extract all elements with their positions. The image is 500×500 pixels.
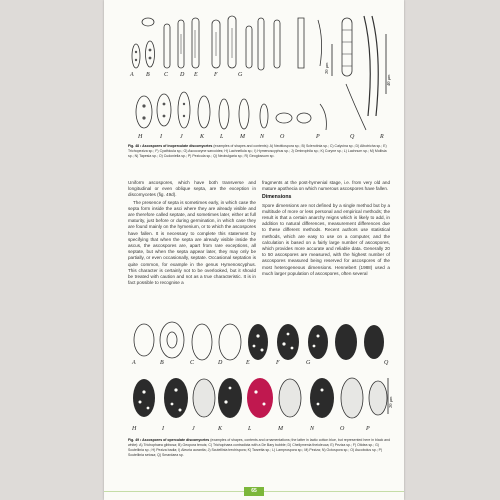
spore-letter: O <box>280 134 285 140</box>
spore-drawing <box>341 378 363 418</box>
scale-label-2: 40 μm <box>386 74 391 86</box>
spore-drawing <box>178 92 190 128</box>
spore-drawing <box>308 325 328 359</box>
spore-drawing <box>164 24 170 68</box>
spore-drawing <box>274 20 280 68</box>
spore-letter: N <box>310 426 315 432</box>
spore-drawing <box>134 324 154 356</box>
figure-48-caption-title: Fig. 48 • Ascospores of inoperculate discomycetes <box>128 144 213 148</box>
spore-letter: M <box>240 134 245 140</box>
spore-drawing <box>342 18 352 76</box>
spore-letter: A <box>130 72 134 78</box>
spore-letter: Q <box>384 360 389 366</box>
figure-48-illustration <box>128 14 392 140</box>
spore-letter: G <box>306 360 311 366</box>
spore-drawing <box>160 322 184 358</box>
spore-drawing <box>297 113 311 123</box>
spore-drawing <box>310 378 334 418</box>
spore-letter: J <box>192 426 195 432</box>
spore-letter: P <box>366 426 370 432</box>
spore-drawing <box>277 324 299 360</box>
page-number: 65 <box>244 487 264 496</box>
spore-drawing <box>276 113 292 123</box>
spore-letter: L <box>220 134 224 140</box>
spore-drawing <box>136 96 152 128</box>
figure-48-caption <box>128 144 390 174</box>
spore-drawing <box>260 104 268 128</box>
spore-letter: G <box>238 72 243 78</box>
spore-drawing <box>364 325 384 359</box>
spore-letter: C <box>164 72 169 78</box>
spore-drawing <box>364 16 370 116</box>
figure-49-caption-body: (examples of shapes, contents and ornamentations; the latter in lactic cotton blue, but represented here in black and white): A) Trichophaea gibbosa; B) Geopora tenuis; C) Trichophaea contradicta with a De Bary bubble; D) Cheilymenia theioleuca; E) Peziza sp.; F) Otidea sp.; G) Scutellinia sp.; H) Peziza badia; I) Aleuria aurantia; J) Scutellinia trechispora; K) Tarzetta sp.; L) Lamprospora sp.; M) Peziza; N) Octospora sp.; O) Ascobolus sp.; P) Scutellinia setosa; Q) Smardaea sp. <box>128 438 391 457</box>
right-text-column <box>262 180 390 278</box>
spore-letter: K <box>218 426 223 432</box>
spore-drawing <box>246 26 252 68</box>
spore-drawing <box>335 324 357 360</box>
spore-letter: Q <box>350 134 355 140</box>
section-heading: Dimensions <box>262 194 292 201</box>
spore-drawing <box>132 44 140 68</box>
paragraph: Spore dimensions are not defined by a single method but by a multitude of more or less personal and empirical methods; the result is that a certain anarchy reigns which is likely to add, in addition to natural differences, measurement differences due to these different methods. Recent authors use statistical methods, which are easy to use on a computer, and the calculation is based on a fairly large number of ascospores, which provides more accurate and reliable data. Generally 20 to 50 ascospores are measured, with the highest number of ascospores measured being reserved for ascospores of the most heterogeneous dimensions. Hennebert (1988) used a much larger population of ascospores, often several <box>262 202 390 276</box>
spore-drawing <box>164 378 188 418</box>
spore-letter: E <box>194 72 198 78</box>
spore-letter: C <box>190 360 195 366</box>
spore-letter: F <box>276 360 280 366</box>
paragraph: Uniform ascospores, which have both transverse and longitudinal or even oblique septa, are the exception in discomycetes (fig. 49d). <box>128 180 256 198</box>
book-page <box>104 0 404 500</box>
spore-drawing <box>239 99 249 129</box>
spore-letter: H <box>138 134 143 140</box>
spore-drawing <box>219 99 229 129</box>
spore-drawing <box>369 381 387 415</box>
spore-drawing <box>192 324 212 360</box>
spore-letter: H <box>132 426 137 432</box>
scale-label-1: 20 μm <box>324 62 329 74</box>
spore-letter: N <box>260 134 265 140</box>
spore-letter: I <box>160 134 162 140</box>
figure-49-illustration <box>128 318 392 436</box>
spore-drawing <box>192 18 199 68</box>
spore-letter: F <box>214 72 218 78</box>
spore-drawing <box>146 41 155 67</box>
spore-letter: R <box>380 134 384 140</box>
spore-drawing <box>279 379 301 417</box>
spore-letter: O <box>340 426 345 432</box>
spore-letter: M <box>278 426 283 432</box>
spore-drawing <box>248 324 268 360</box>
spore-drawing <box>198 96 210 128</box>
spore-drawing <box>346 84 366 130</box>
spore-letter: J <box>180 134 183 140</box>
figure-49-caption <box>128 438 390 472</box>
spore-drawing <box>318 20 322 66</box>
spore-drawing <box>372 16 378 116</box>
left-text-column <box>128 180 256 287</box>
spore-drawing <box>320 104 326 130</box>
spore-drawing <box>142 18 154 26</box>
spore-letter: B <box>146 72 150 78</box>
spore-drawing <box>298 18 304 68</box>
paragraph: The presence of septa is sometimes early, in which case the septa form inside the asci where they are already visible and are therefore called septate, and sometimes later, either at full maturity, just before or during germination, in which case they are found mainly on the hymenium, or to which the ascospores have fallen. It is necessary to complete this statement by specifying that when the septa are already visible inside the ascus, the ascospores are, apart from rare exceptions, all septate, but when the septa appear later, they may only be partially, or even occasionally, septate. Occasional septation is quite common, for example in the genus Hymenoscyphus. This character is certainly not to be overlooked, but it should be treated with caution and not as a true characteristic. It is in fact possible to recognise a <box>128 199 256 286</box>
figure-48-caption-body: (examples of shapes and contents): A) Neottiospora sp.; B) Sclerotinia sp.; C) Calycina sp.; D) Albotricha sp.; E) Trichopeziza sp.; F) Cyathicula sp.; G) Ascocoryne sarcoides; H) Lachnellula sp.; I) Hymenoscyphus sp.; J) Ombrophila sp.; K) Coryne sp.; L) Lachnum sp.; M) Mollisia sp.; N) Tapesia sp.; O) Cudoniella sp.; P) Pezicula sp.; Q) Neobulgaria sp.; R) Geoglossum sp. <box>128 144 387 158</box>
spore-letter: P <box>316 134 320 140</box>
spore-letter: D <box>218 360 223 366</box>
paragraph: fragments at the post-hymenial stage, i.e. from very old and mature apothecia on which numerous ascospores have fallen. <box>262 180 390 192</box>
spore-drawing <box>219 324 241 360</box>
scale-label: 20 μm <box>388 396 393 408</box>
spore-drawing <box>157 94 171 126</box>
spore-letter: I <box>162 426 164 432</box>
figure-49-caption-title: Fig. 49 • Ascospores of operculate discomycetes <box>128 438 210 442</box>
spore-drawing <box>193 379 215 417</box>
spore-letter: A <box>132 360 136 366</box>
spore-drawing <box>247 378 273 418</box>
spore-letter: D <box>180 72 185 78</box>
spore-drawing <box>133 379 155 417</box>
spore-letter: E <box>246 360 250 366</box>
spore-drawing <box>218 378 242 418</box>
spore-drawing <box>258 18 264 70</box>
spore-drawing <box>167 332 177 348</box>
spore-letter: L <box>248 426 252 432</box>
spore-letter: B <box>160 360 164 366</box>
spore-letter: K <box>200 134 205 140</box>
